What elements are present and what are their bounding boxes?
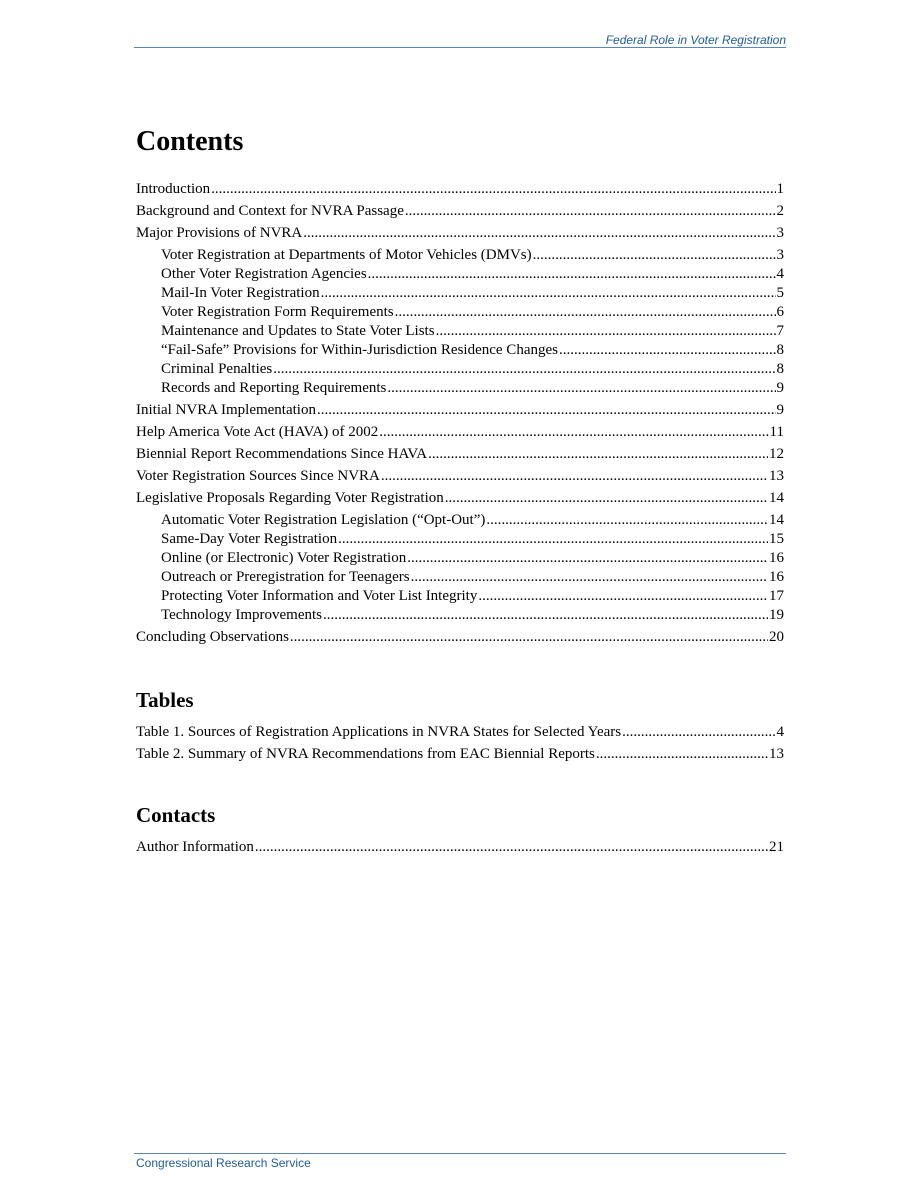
- toc-entry-link[interactable]: [136, 530, 784, 549]
- dot-leader: [428, 445, 768, 464]
- dot-leader: [321, 284, 776, 303]
- tables-section: [136, 687, 784, 764]
- toc-entry-title: Protecting Voter Information and Voter List Integrity: [161, 588, 478, 604]
- toc-entry-page-number: 12: [769, 446, 784, 462]
- toc-entry-link[interactable]: [136, 489, 784, 508]
- dot-leader: [411, 568, 768, 587]
- dot-leader: [478, 587, 768, 606]
- toc-entry-title: Concluding Observations: [136, 629, 289, 645]
- footer-rule: [134, 1153, 786, 1154]
- toc-entry-link[interactable]: [136, 303, 784, 322]
- dot-leader: [436, 322, 776, 341]
- header-rule: [134, 47, 786, 48]
- toc-entry-title: Voter Registration Sources Since NVRA: [136, 468, 380, 484]
- toc-entry-title: Author Information: [136, 839, 254, 855]
- toc-entry-title: Table 1. Sources of Registration Applications in NVRA States for Selected Years: [136, 724, 622, 740]
- toc-entry-title: Initial NVRA Implementation: [136, 402, 316, 418]
- toc-entry-link[interactable]: [136, 379, 784, 398]
- toc-entry-title: Introduction: [136, 181, 211, 197]
- dot-leader: [533, 246, 776, 265]
- toc-entry-page-number: 1: [776, 181, 784, 197]
- toc-entry-page-number: 9: [776, 402, 784, 418]
- toc-entry-link[interactable]: [136, 401, 784, 420]
- dot-leader: [317, 401, 776, 420]
- toc-entry-title: Legislative Proposals Regarding Voter Registration: [136, 490, 444, 506]
- toc-entry-title: Mail-In Voter Registration: [161, 285, 320, 301]
- toc-entry-page-number: 4: [776, 724, 784, 740]
- toc-entry-title: Automatic Voter Registration Legislation (“Opt-Out”): [161, 512, 486, 528]
- toc-entry-page-number: 13: [769, 468, 784, 484]
- toc-entry-page-number: 3: [776, 225, 784, 241]
- toc-entry-link[interactable]: [136, 838, 784, 857]
- dot-leader: [303, 224, 775, 243]
- dot-leader: [486, 511, 768, 530]
- toc-entry-page-number: 4: [776, 266, 784, 282]
- contents-section: [136, 124, 784, 647]
- toc-entry-link[interactable]: [136, 568, 784, 587]
- toc-entry-title: Online (or Electronic) Voter Registration: [161, 550, 407, 566]
- toc-entry-title: Table 2. Summary of NVRA Recommendations from EAC Biennial Reports: [136, 746, 595, 762]
- toc-entry-title: Voter Registration Form Requirements: [161, 304, 394, 320]
- dot-leader: [596, 745, 768, 764]
- dot-leader: [273, 360, 775, 379]
- toc-entry-title: “Fail-Safe” Provisions for Within-Jurisdiction Residence Changes: [161, 342, 558, 358]
- toc-entry-link[interactable]: [136, 224, 784, 243]
- dot-leader: [381, 467, 768, 486]
- toc-entry-link[interactable]: [136, 322, 784, 341]
- toc-entry-title: Outreach or Preregistration for Teenagers: [161, 569, 410, 585]
- toc-entry-page-number: 21: [769, 839, 784, 855]
- tables-list: [136, 723, 784, 764]
- toc-entry-title: Help America Vote Act (HAVA) of 2002: [136, 424, 379, 440]
- dot-leader: [407, 549, 768, 568]
- dot-leader: [368, 265, 776, 284]
- toc-entry-page-number: 5: [776, 285, 784, 301]
- toc-entry-page-number: 8: [776, 342, 784, 358]
- toc-entry-page-number: 13: [769, 746, 784, 762]
- toc-entry-page-number: 8: [776, 361, 784, 377]
- table-of-contents: [136, 124, 784, 857]
- toc-entry-title: Criminal Penalties: [161, 361, 273, 377]
- toc-entry-link[interactable]: [136, 606, 784, 625]
- toc-entry-page-number: 2: [776, 203, 784, 219]
- toc-entry-link[interactable]: [136, 628, 784, 647]
- toc-entry-page-number: 17: [769, 588, 784, 604]
- toc-entry-page-number: 16: [769, 550, 784, 566]
- contents-heading: Contents: [136, 126, 244, 157]
- toc-entry-title: Records and Reporting Requirements: [161, 380, 387, 396]
- dot-leader: [290, 628, 768, 647]
- toc-entry-link[interactable]: [136, 467, 784, 486]
- dot-leader: [405, 202, 776, 221]
- toc-entry-page-number: 7: [776, 323, 784, 339]
- toc-entry-page-number: 19: [769, 607, 784, 623]
- toc-entry-link[interactable]: [136, 723, 784, 742]
- toc-entry-link[interactable]: [136, 265, 784, 284]
- toc-entry-page-number: 3: [776, 247, 784, 263]
- dot-leader: [255, 838, 768, 857]
- dot-leader: [338, 530, 768, 549]
- contacts-heading: Contacts: [136, 803, 216, 827]
- toc-entry-link[interactable]: [136, 341, 784, 360]
- toc-entry-link[interactable]: [136, 745, 784, 764]
- dot-leader: [323, 606, 768, 625]
- contacts-list: [136, 838, 784, 857]
- dot-leader: [211, 180, 775, 199]
- toc-entry-page-number: 14: [769, 512, 784, 528]
- toc-entry-title: Voter Registration at Departments of Motor Vehicles (DMVs): [161, 247, 532, 263]
- toc-entry-page-number: 14: [769, 490, 784, 506]
- tables-heading: Tables: [136, 688, 194, 712]
- toc-entry-page-number: 20: [769, 629, 784, 645]
- toc-entry-page-number: 6: [776, 304, 784, 320]
- toc-entry-title: Background and Context for NVRA Passage: [136, 203, 404, 219]
- toc-entry-title: Technology Improvements: [161, 607, 322, 623]
- toc-entry-link[interactable]: [136, 284, 784, 303]
- dot-leader: [387, 379, 775, 398]
- toc-entry-page-number: 9: [776, 380, 784, 396]
- dot-leader: [559, 341, 776, 360]
- toc-entry-link[interactable]: [136, 445, 784, 464]
- toc-entry-page-number: 11: [769, 424, 784, 440]
- contacts-section: [136, 802, 784, 857]
- dot-leader: [395, 303, 776, 322]
- toc-entry-link[interactable]: [136, 246, 784, 265]
- toc-entry-title: Other Voter Registration Agencies: [161, 266, 367, 282]
- toc-entry-title: Biennial Report Recommendations Since HAVA: [136, 446, 428, 462]
- contents-list: [136, 180, 784, 647]
- toc-entry-link[interactable]: [136, 511, 784, 530]
- dot-leader: [379, 423, 768, 442]
- toc-entry-link[interactable]: [136, 202, 784, 221]
- toc-entry-page-number: 15: [769, 531, 784, 547]
- toc-entry-link[interactable]: [136, 423, 784, 442]
- toc-entry-page-number: 16: [769, 569, 784, 585]
- running-header: Federal Role in Voter Registration: [605, 33, 786, 47]
- toc-entry-link[interactable]: [136, 180, 784, 199]
- toc-entry-title: Maintenance and Updates to State Voter Lists: [161, 323, 435, 339]
- toc-entry-title: Major Provisions of NVRA: [136, 225, 303, 241]
- dot-leader: [445, 489, 768, 508]
- toc-entry-link[interactable]: [136, 587, 784, 606]
- toc-entry-link[interactable]: [136, 549, 784, 568]
- toc-entry-link[interactable]: [136, 360, 784, 379]
- toc-entry-title: Same-Day Voter Registration: [161, 531, 338, 547]
- dot-leader: [622, 723, 775, 742]
- running-footer: Congressional Research Service: [136, 1156, 311, 1170]
